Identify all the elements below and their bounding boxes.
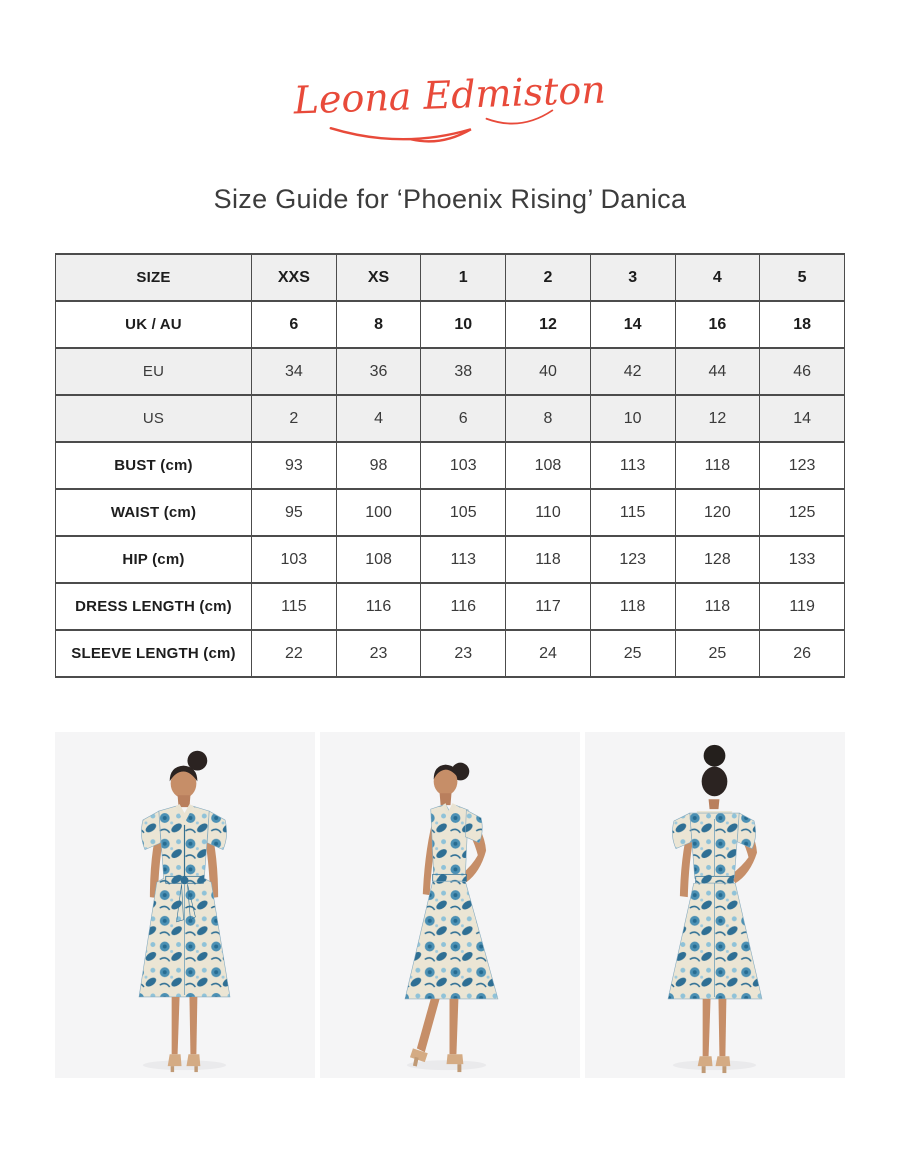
size-value-cell: 110 <box>506 489 591 536</box>
row-label: HIP (cm) <box>56 536 252 583</box>
size-value-cell: 46 <box>760 348 845 395</box>
size-value-cell: 118 <box>506 536 591 583</box>
size-value-cell: 1 <box>421 254 506 301</box>
size-value-cell: 4 <box>675 254 760 301</box>
size-table-row <box>56 630 845 677</box>
size-table-body <box>56 254 845 677</box>
size-value-cell: 115 <box>252 583 337 630</box>
row-label: DRESS LENGTH (cm) <box>56 583 252 630</box>
row-label: SLEEVE LENGTH (cm) <box>56 630 252 677</box>
row-label: BUST (cm) <box>56 442 252 489</box>
size-value-cell: 123 <box>590 536 675 583</box>
row-label: EU <box>56 348 252 395</box>
size-value-cell: 117 <box>506 583 591 630</box>
size-table-row <box>56 395 845 442</box>
size-value-cell: 25 <box>590 630 675 677</box>
size-value-cell: 36 <box>336 348 421 395</box>
size-value-cell: 12 <box>506 301 591 348</box>
size-value-cell: 6 <box>252 301 337 348</box>
size-value-cell: 2 <box>252 395 337 442</box>
size-value-cell: 16 <box>675 301 760 348</box>
size-value-cell: 26 <box>760 630 845 677</box>
size-value-cell: 18 <box>760 301 845 348</box>
logo-flourish <box>331 123 471 145</box>
size-value-cell: 23 <box>421 630 506 677</box>
product-photo-front <box>55 732 315 1078</box>
size-value-cell: 108 <box>336 536 421 583</box>
row-label: SIZE <box>56 254 252 301</box>
page-title: Size Guide for ‘Phoenix Rising’ Danica <box>213 184 687 214</box>
size-value-cell: 103 <box>252 536 337 583</box>
size-value-cell: 40 <box>506 348 591 395</box>
size-value-cell: 42 <box>590 348 675 395</box>
size-value-cell: XS <box>336 254 421 301</box>
size-value-cell: 12 <box>675 395 760 442</box>
size-value-cell: 5 <box>760 254 845 301</box>
size-value-cell: 10 <box>421 301 506 348</box>
size-value-cell: 38 <box>421 348 506 395</box>
size-value-cell: 24 <box>506 630 591 677</box>
size-value-cell: 23 <box>336 630 421 677</box>
size-value-cell: 93 <box>252 442 337 489</box>
brand-logo <box>0 0 900 158</box>
size-value-cell: 95 <box>252 489 337 536</box>
size-table-row <box>56 536 845 583</box>
size-value-cell: 25 <box>675 630 760 677</box>
size-table-row <box>56 489 845 536</box>
size-value-cell: 103 <box>421 442 506 489</box>
size-value-cell: 10 <box>590 395 675 442</box>
size-value-cell: 113 <box>421 536 506 583</box>
size-value-cell: 133 <box>760 536 845 583</box>
size-value-cell: 118 <box>675 583 760 630</box>
size-value-cell: 108 <box>506 442 591 489</box>
size-table-row <box>56 583 845 630</box>
front-view-illustration <box>55 732 315 1078</box>
size-value-cell: 2 <box>506 254 591 301</box>
size-value-cell: 123 <box>760 442 845 489</box>
size-value-cell: 34 <box>252 348 337 395</box>
size-value-cell: 119 <box>760 583 845 630</box>
product-photo-side <box>320 732 580 1078</box>
size-value-cell: 4 <box>336 395 421 442</box>
size-value-cell: 8 <box>506 395 591 442</box>
size-value-cell: 98 <box>336 442 421 489</box>
size-value-cell: 6 <box>421 395 506 442</box>
size-value-cell: 113 <box>590 442 675 489</box>
size-table <box>55 253 845 678</box>
size-value-cell: 14 <box>590 301 675 348</box>
row-label: UK / AU <box>56 301 252 348</box>
size-value-cell: 118 <box>590 583 675 630</box>
size-value-cell: 22 <box>252 630 337 677</box>
product-photos <box>55 732 845 1078</box>
brand-logo-text: Leona Edmiston <box>292 67 607 123</box>
product-photo-back <box>585 732 845 1078</box>
size-table-row <box>56 301 845 348</box>
size-table-row <box>56 348 845 395</box>
row-label: US <box>56 395 252 442</box>
size-table-row <box>56 254 845 301</box>
size-value-cell: XXS <box>252 254 337 301</box>
size-value-cell: 125 <box>760 489 845 536</box>
size-value-cell: 105 <box>421 489 506 536</box>
size-value-cell: 116 <box>336 583 421 630</box>
brand-logo-icon <box>290 50 610 158</box>
size-value-cell: 14 <box>760 395 845 442</box>
side-view-illustration <box>320 732 580 1078</box>
size-value-cell: 116 <box>421 583 506 630</box>
size-value-cell: 44 <box>675 348 760 395</box>
back-view-illustration <box>585 732 845 1078</box>
size-value-cell: 8 <box>336 301 421 348</box>
size-value-cell: 120 <box>675 489 760 536</box>
size-value-cell: 100 <box>336 489 421 536</box>
size-value-cell: 115 <box>590 489 675 536</box>
row-label: WAIST (cm) <box>56 489 252 536</box>
size-table-row <box>56 442 845 489</box>
size-value-cell: 3 <box>590 254 675 301</box>
size-value-cell: 118 <box>675 442 760 489</box>
size-value-cell: 128 <box>675 536 760 583</box>
